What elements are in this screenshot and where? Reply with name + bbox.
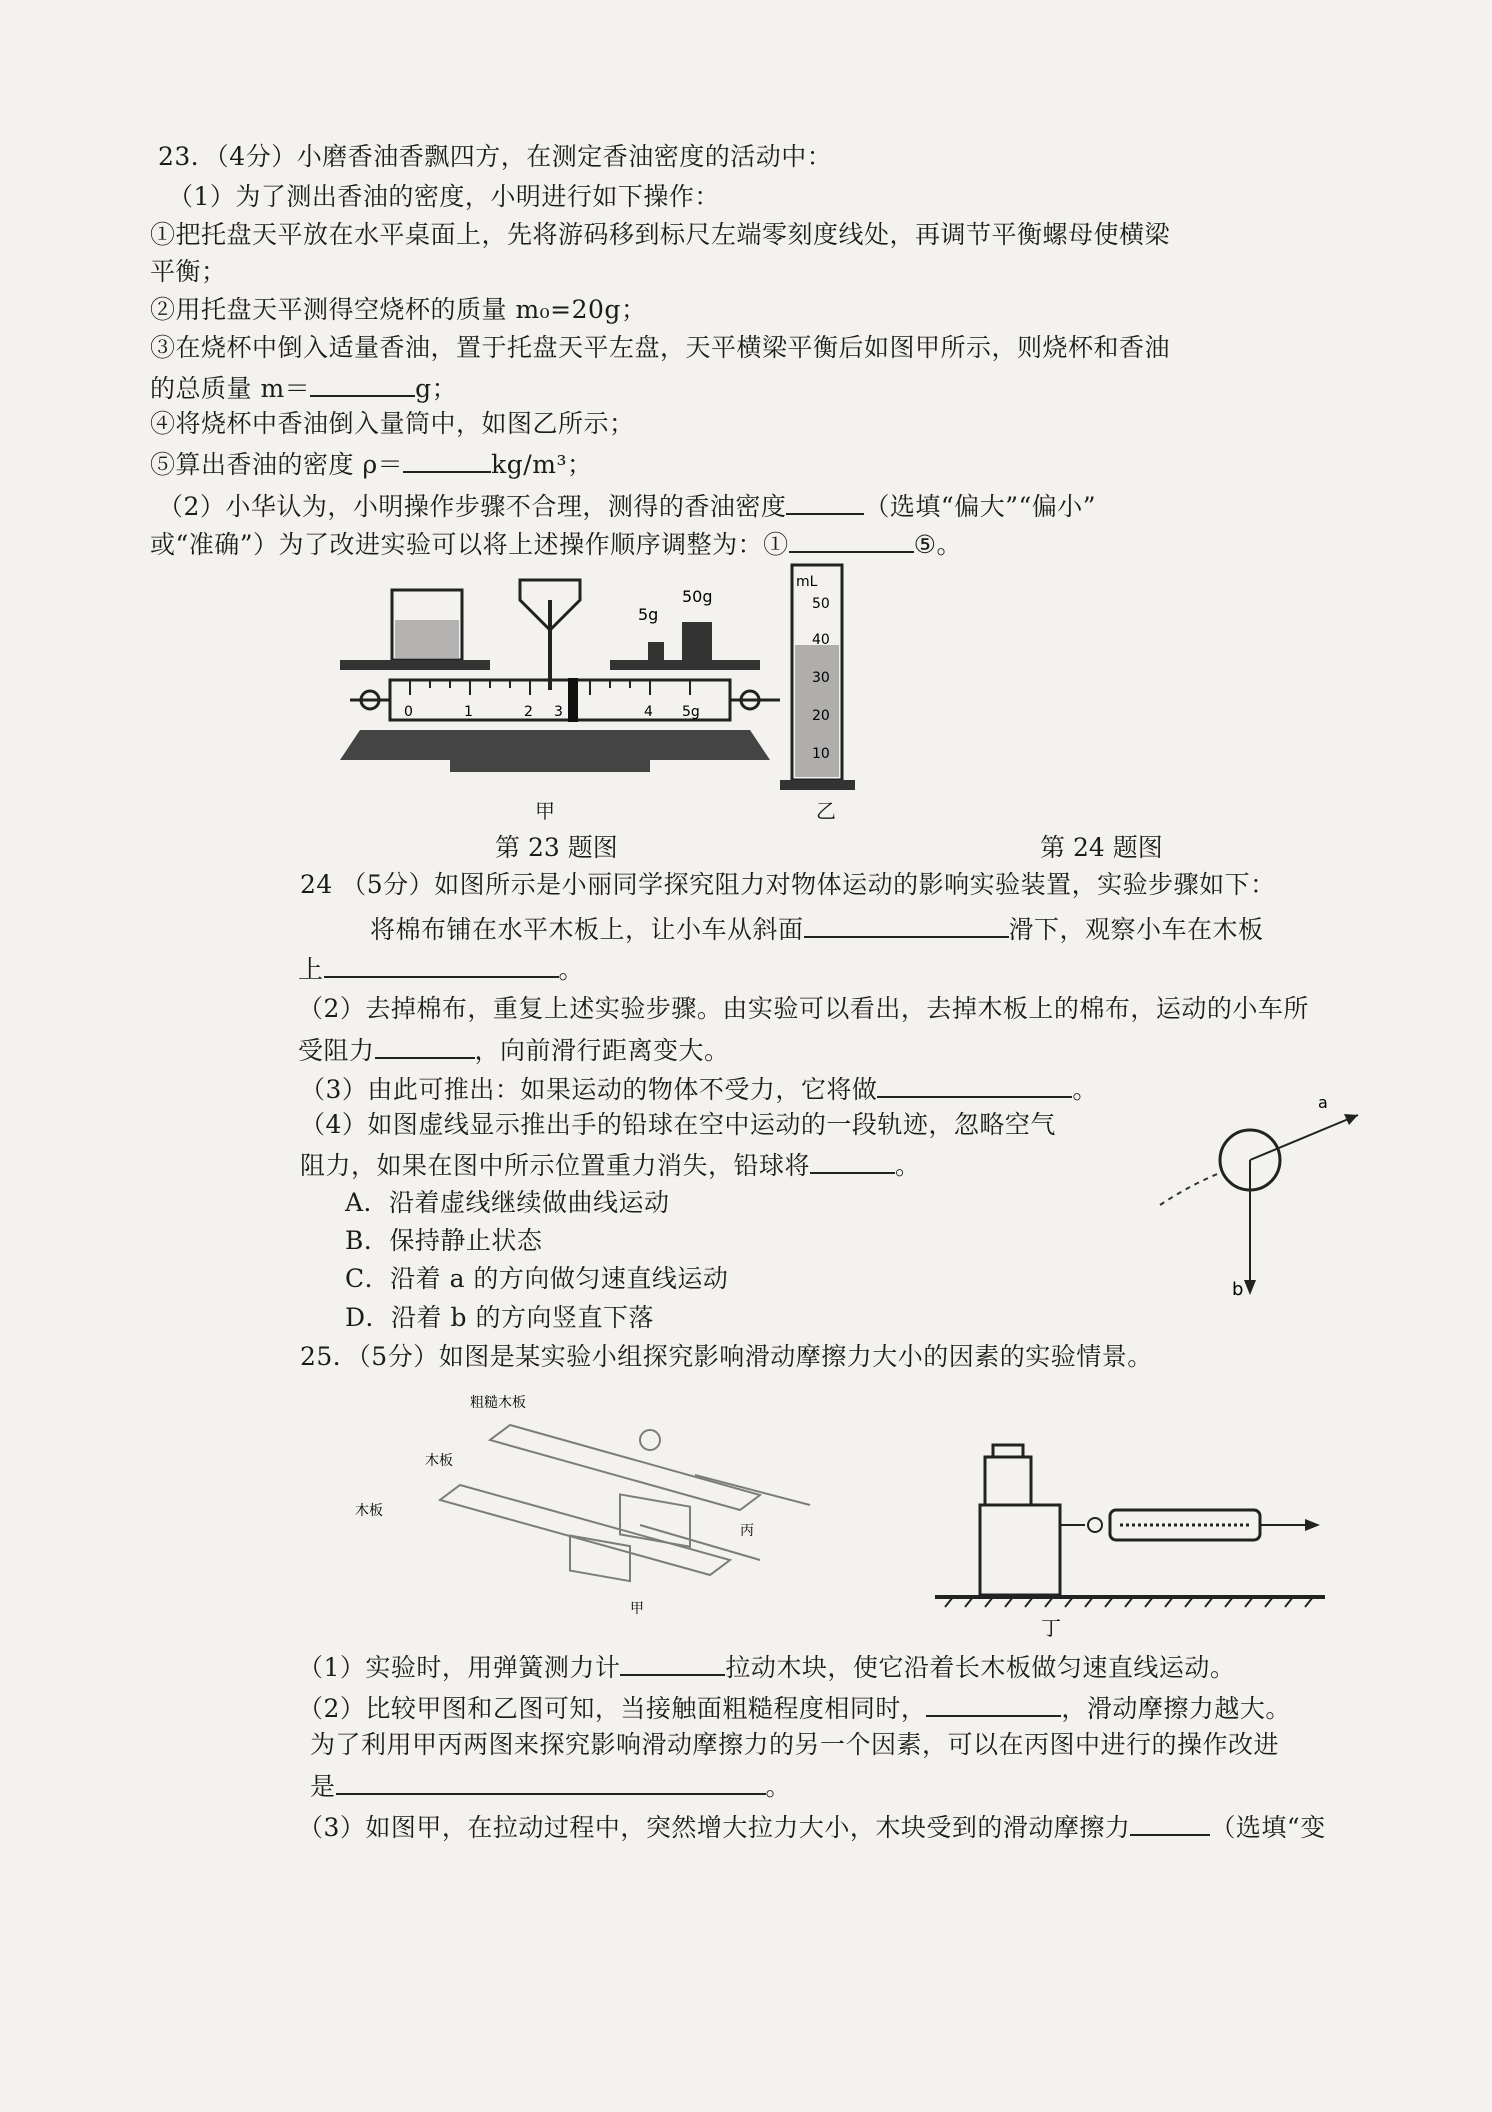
answer-blank-order[interactable] xyxy=(789,525,914,553)
q25-sub1 xyxy=(298,1648,1235,1685)
q25-sub2 xyxy=(298,1689,1291,1726)
q24-sub3-post: 。 xyxy=(1072,1075,1098,1104)
hook-icon xyxy=(1088,1518,1102,1532)
weight-50g-icon xyxy=(682,622,712,660)
q24-sub4b xyxy=(300,1146,921,1183)
q23-step3b-post: g； xyxy=(415,374,458,403)
answer-blank-density-bias[interactable] xyxy=(786,487,864,515)
label-bing: 丙 xyxy=(740,1523,754,1539)
arrow-b-head-icon xyxy=(1244,1280,1256,1295)
q24-sub3-pre: （3）由此可推出：如果运动的物体不受力，它将做 xyxy=(300,1075,878,1104)
q25-sub3 xyxy=(298,1808,1326,1845)
weight-50g-label: 50g xyxy=(682,587,713,606)
q24-line1-post: 滑下，观察小车在木板 xyxy=(1008,915,1264,944)
q25-sub1-post: 拉动木块，使它沿着长木板做匀速直线运动。 xyxy=(725,1653,1236,1682)
answer-blank-density[interactable] xyxy=(403,445,491,473)
scale-tick-3: 3 xyxy=(554,704,563,720)
friction-setup-figure xyxy=(340,1385,860,1625)
cylinder-tick-30: 30 xyxy=(812,670,830,686)
q23-sub2a-pre: （2）小华认为，小明操作步骤不合理，测得的香油密度 xyxy=(158,492,787,521)
arrow-a-line xyxy=(1250,1115,1358,1160)
weight-top-icon xyxy=(640,1430,660,1450)
wood-block-2-icon xyxy=(570,1536,630,1582)
q24-option-d[interactable]: D．沿着 b 的方向竖直下落 xyxy=(345,1303,654,1332)
label-jia-25: 甲 xyxy=(630,1601,644,1617)
caption-23: 第 23 题图 xyxy=(495,833,618,862)
cylinder-unit: mL xyxy=(796,574,818,590)
trajectory-dashed xyxy=(1160,1172,1222,1205)
q24-line2 xyxy=(298,950,584,987)
scale-tick-marks xyxy=(410,680,690,695)
q23-sub2b xyxy=(150,525,962,562)
q23-step3b xyxy=(150,369,457,406)
pull-arrow-head-icon xyxy=(1305,1519,1320,1531)
q23-sub2a-post: （选填“偏大”“偏小” xyxy=(864,492,1097,521)
q24-line1 xyxy=(370,910,1264,947)
q23-sub2b-pre: 或“准确”）为了改进实验可以将上述操作顺序调整为：① xyxy=(150,530,789,559)
q23-step5 xyxy=(150,445,592,482)
figure-label-jia: 甲 xyxy=(535,799,555,823)
balance-figure xyxy=(330,560,890,820)
q24-sub4b-pre: 阻力，如果在图中所示位置重力消失，铅球将 xyxy=(300,1151,811,1180)
q25-sub2d-pre: 是 xyxy=(310,1772,336,1801)
q25-sub3-post: （选填“变 xyxy=(1210,1813,1326,1842)
q23-step5-pre: ⑤算出香油的密度 ρ＝ xyxy=(150,450,404,479)
answer-blank-total-mass[interactable] xyxy=(310,369,415,397)
q25-sub2-pre: （2）比较甲图和乙图可知，当接触面粗糙程度相同时， xyxy=(298,1694,927,1723)
right-pan xyxy=(610,660,760,670)
answer-blank-pull-manner[interactable] xyxy=(620,1648,725,1676)
answer-blank-improvement[interactable] xyxy=(336,1767,766,1795)
q23-step4: ④将烧杯中香油倒入量筒中，如图乙所示； xyxy=(150,409,635,438)
q24-option-b[interactable]: B．保持静止状态 xyxy=(345,1226,543,1255)
weight-5g-icon xyxy=(648,642,664,660)
q23-step1b: 平衡； xyxy=(150,257,227,286)
q23-sub1: （1）为了测出香油的密度，小明进行如下操作： xyxy=(168,182,720,211)
answer-blank-slope-position[interactable] xyxy=(804,910,1009,938)
q24-sub4b-post: 。 xyxy=(895,1151,921,1180)
cylinder-tick-50: 50 xyxy=(812,596,830,612)
q25-sub2d-post: 。 xyxy=(765,1772,792,1801)
q23-step3a: ③在烧杯中倒入适量香油，置于托盘天平左盘，天平横梁平衡后如图甲所示，则烧杯和香油 xyxy=(150,333,1171,362)
shotput-figure xyxy=(1150,1090,1380,1310)
oil-level xyxy=(395,620,459,658)
q23-step1a: ①把托盘天平放在水平桌面上，先将游码移到标尺左端零刻度线处，再调节平衡螺母使横梁 xyxy=(150,220,1171,249)
q23-step2: ②用托盘天平测得空烧杯的质量 m₀=20g； xyxy=(150,295,647,324)
answer-blank-motion[interactable] xyxy=(877,1070,1072,1098)
rough-board-icon xyxy=(490,1425,760,1510)
scale-tick-2: 2 xyxy=(524,704,533,720)
label-board-1: 木板 xyxy=(425,1453,453,1469)
q23-sub2a xyxy=(158,487,1096,524)
cylinder-tick-40: 40 xyxy=(812,632,830,648)
q24-sub2b-pre: 受阻力 xyxy=(298,1036,375,1065)
q23-step3b-pre: 的总质量 m＝ xyxy=(150,374,311,403)
left-pan xyxy=(340,660,490,670)
answer-blank-observe[interactable] xyxy=(324,950,559,978)
cylinder-base xyxy=(780,780,855,790)
label-board-2: 木板 xyxy=(355,1503,383,1519)
answer-blank-pressure[interactable] xyxy=(926,1689,1061,1717)
label-rough-board: 粗糙木板 xyxy=(470,1395,526,1411)
scale-tick-0: 0 xyxy=(404,704,413,720)
q24-sub2a: （2）去掉棉布，重复上述实验步骤。由实验可以看出，去掉木板上的棉布，运动的小车所 xyxy=(298,994,1309,1023)
scale-tick-4: 4 xyxy=(644,704,653,720)
figure-ding xyxy=(925,1425,1335,1640)
caption-24: 第 24 题图 xyxy=(1040,833,1163,862)
q25-sub2d xyxy=(310,1767,791,1804)
q24-sub2b-post: ，向前滑行距离变大。 xyxy=(474,1036,730,1065)
q24-sub2b xyxy=(298,1031,730,1068)
arrow-b-label: b xyxy=(1232,1279,1244,1300)
q25-sub2c: 为了利用甲丙两图来探究影响滑动摩擦力的另一个因素，可以在丙图中进行的操作改进 xyxy=(310,1730,1280,1759)
scale-tick-1: 1 xyxy=(464,704,473,720)
q24-line2-post: 。 xyxy=(558,955,585,984)
q24-line1-pre: 将棉布铺在水平木板上，让小车从斜面 xyxy=(370,915,804,944)
weight-icon xyxy=(985,1457,1031,1505)
q24-option-c[interactable]: C．沿着 a 的方向做匀速直线运动 xyxy=(345,1264,729,1293)
q25-header: 25．（5分）如图是某实验小组探究影响滑动摩擦力大小的因素的实验情景。 xyxy=(300,1342,1153,1371)
q25-sub2-post: ，滑动摩擦力越大。 xyxy=(1061,1694,1291,1723)
cylinder-tick-20: 20 xyxy=(812,708,830,724)
board-icon xyxy=(440,1485,730,1575)
arrow-a-label: a xyxy=(1318,1093,1328,1112)
balance-base xyxy=(340,730,770,760)
answer-blank-shotput[interactable] xyxy=(810,1146,895,1174)
q23-step5-post: kg/m³； xyxy=(491,450,593,479)
answer-blank-friction-change[interactable] xyxy=(1130,1808,1210,1836)
answer-blank-resistance[interactable] xyxy=(375,1031,475,1059)
q24-line2-pre: 上 xyxy=(298,955,324,984)
scale-tick-5g: 5g xyxy=(682,704,700,720)
label-ding: 丁 xyxy=(1041,1616,1061,1640)
cylinder-tick-10: 10 xyxy=(812,746,830,762)
q25-sub3-pre: （3）如图甲，在拉动过程中，突然增大拉力大小，木块受到的滑动摩擦力 xyxy=(298,1813,1131,1842)
q25-sub1-pre: （1）实验时，用弹簧测力计 xyxy=(298,1653,621,1682)
q24-sub4a: （4）如图虚线显示推出手的铅球在空中运动的一段轨迹，忽略空气 xyxy=(300,1110,1056,1139)
weight-5g-label: 5g xyxy=(638,605,659,624)
q23-header: 23．（4分）小磨香油香飘四方，在测定香油密度的活动中： xyxy=(158,142,833,171)
q24-header: 24 （5分）如图所示是小丽同学探究阻力对物体运动的影响实验装置，实验步骤如下： xyxy=(300,870,1276,899)
q24-option-a[interactable]: A．沿着虚线继续做曲线运动 xyxy=(345,1188,670,1217)
q23-sub2b-post: ⑤。 xyxy=(913,530,962,559)
rider-icon xyxy=(568,678,578,722)
q24-sub3 xyxy=(300,1070,1098,1107)
wood-block-icon xyxy=(980,1505,1060,1595)
figure-label-yi: 乙 xyxy=(816,799,836,823)
